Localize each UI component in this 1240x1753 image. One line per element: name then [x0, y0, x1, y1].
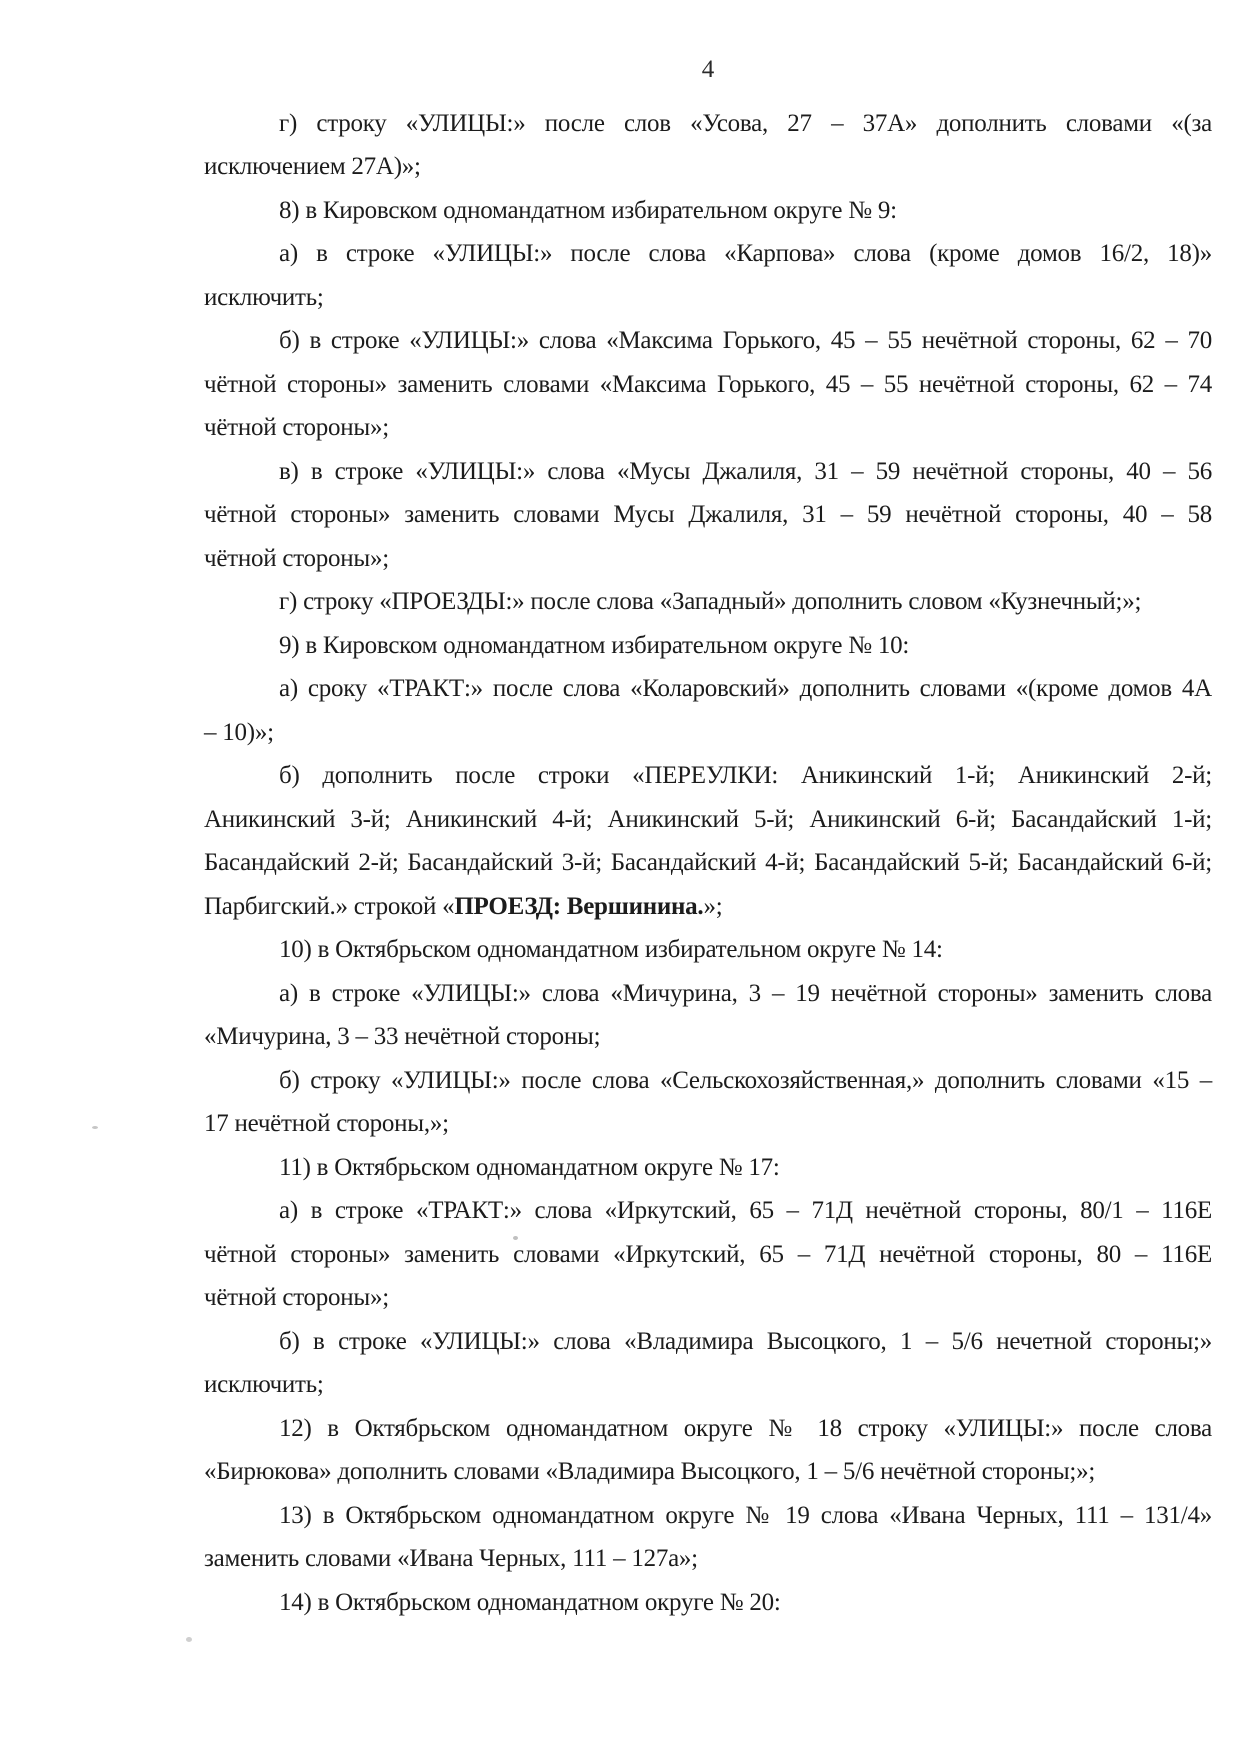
text-line — [204, 363, 1212, 407]
text-line — [204, 493, 1212, 537]
scan-speck — [513, 1236, 518, 1240]
text-segment: 14) в Октябрьском одномандатном округе № 20: — [279, 1588, 781, 1616]
text-line — [204, 1233, 1212, 1277]
text-line — [204, 189, 1212, 233]
text-line — [204, 1581, 1212, 1625]
text-line — [204, 624, 1212, 668]
bold-text-segment: ПРОЕЗД: Вершинина. — [454, 892, 704, 920]
text-line — [204, 145, 1212, 189]
text-segment: чётной стороны» заменить словами «Иркутский, 65 – 71Д нечётной стороны, 80 – 116Е — [204, 1240, 1212, 1268]
text-segment: в) в строке «УЛИЦЫ:» слова «Мусы Джалиля, 31 – 59 нечётной стороны, 40 – 56 — [279, 457, 1212, 485]
text-segment: Басандайский 2-й; Басандайский 3-й; Басандайский 4-й; Басандайский 5-й; Басандайский 6-й; — [204, 849, 1212, 876]
text-segment: 9) в Кировском одномандатном избирательном округе № 10: — [279, 631, 910, 659]
text-line — [204, 537, 1212, 581]
page-number: 4 — [701, 56, 715, 83]
text-segment: исключить; — [204, 1371, 324, 1398]
text-line — [204, 928, 1212, 972]
text-segment: 12) в Октябрьском одномандатном округе № 18 строку «УЛИЦЫ:» после слова — [279, 1414, 1212, 1442]
text-segment: 11) в Октябрьском одномандатном округе № 17: — [279, 1153, 780, 1181]
text-line — [204, 798, 1212, 842]
text-line — [204, 885, 1212, 929]
text-line — [204, 1320, 1212, 1364]
text-segment: чётной стороны»; — [204, 414, 389, 441]
text-segment: б) в строке «УЛИЦЫ:» слова «Владимира Высоцкого, 1 – 5/6 нечетной стороны;» — [279, 1327, 1212, 1355]
text-line — [204, 1494, 1212, 1538]
text-line — [204, 1059, 1212, 1103]
text-line — [204, 841, 1212, 885]
text-segment: г) строку «ПРОЕЗДЫ:» после слова «Западный» дополнить словом «Кузнечный;»; — [279, 588, 1142, 615]
text-line — [204, 319, 1212, 363]
text-line — [204, 1189, 1212, 1233]
text-segment: исключением 27А)»; — [204, 153, 421, 180]
text-line — [204, 1363, 1212, 1407]
text-segment: б) в строке «УЛИЦЫ:» слова «Максима Горького, 45 – 55 нечётной стороны, 62 – 70 — [279, 327, 1212, 354]
text-segment: 10) в Октябрьском одномандатном избирательном округе № 14: — [279, 936, 943, 963]
text-line — [204, 1146, 1212, 1190]
text-line — [204, 102, 1212, 146]
text-segment: а) сроку «ТРАКТ:» после слова «Коларовский» дополнить словами «(кроме домов 4А — [279, 675, 1212, 702]
document-body — [204, 102, 1212, 1625]
text-segment: чётной стороны» заменить словами Мусы Джалиля, 31 – 59 нечётной стороны, 40 – 58 — [204, 501, 1212, 528]
text-segment: Парбигский.» строкой « — [204, 892, 455, 920]
text-segment: чётной стороны»; — [204, 1284, 389, 1311]
text-segment: 13) в Октябрьском одномандатном округе № 19 слова «Ивана Черных, 111 – 131/4» — [279, 1501, 1212, 1529]
text-segment: б) строку «УЛИЦЫ:» после слова «Сельскохозяйственная,» дополнить словами «15 – — [279, 1066, 1212, 1094]
text-segment: чётной стороны»; — [204, 544, 389, 572]
text-line — [204, 580, 1212, 624]
text-line — [204, 1450, 1212, 1494]
text-line — [204, 711, 1212, 755]
text-line — [204, 450, 1212, 494]
text-line — [204, 1015, 1212, 1059]
text-segment: «Бирюкова» дополнить словами «Владимира Высоцкого, 1 – 5/6 нечётной стороны;»; — [204, 1458, 1096, 1485]
text-line — [204, 1537, 1212, 1581]
text-segment: исключить; — [204, 283, 324, 311]
text-line — [204, 1102, 1212, 1146]
text-segment: 17 нечётной стороны,»; — [204, 1110, 449, 1137]
text-segment: 8) в Кировском одномандатном избирательном округе № 9: — [279, 196, 897, 224]
text-line — [204, 232, 1212, 276]
text-line — [204, 1276, 1212, 1320]
text-segment: а) в строке «УЛИЦЫ:» после слова «Карпова» слова (кроме домов 16/2, 18)» — [279, 240, 1212, 267]
text-segment: чётной стороны» заменить словами «Максима Горького, 45 – 55 нечётной стороны, 62 – 74 — [204, 370, 1212, 398]
text-segment: б) дополнить после строки «ПЕРЕУЛКИ: Аникинский 1-й; Аникинский 2-й; — [279, 762, 1212, 789]
text-line — [204, 1407, 1212, 1451]
text-segment: а) в строке «ТРАКТ:» слова «Иркутский, 65 – 71Д нечётной стороны, 80/1 – 116Е — [279, 1197, 1212, 1224]
text-segment: г) строку «УЛИЦЫ:» после слов «Усова, 27 – 37А» дополнить словами «(за — [279, 109, 1212, 137]
text-line — [204, 972, 1212, 1016]
scan-speck — [92, 1126, 98, 1129]
scan-speck — [186, 1637, 192, 1642]
text-segment: – 10)»; — [204, 718, 274, 746]
text-segment: «Мичурина, 3 – 33 нечётной стороны; — [204, 1023, 601, 1050]
text-line — [204, 406, 1212, 450]
text-line — [204, 754, 1212, 798]
text-segment: »; — [703, 892, 723, 920]
text-segment: а) в строке «УЛИЦЫ:» слова «Мичурина, 3 – 19 нечётной стороны» заменить слова — [279, 979, 1212, 1007]
text-line — [204, 667, 1212, 711]
text-segment: заменить словами «Ивана Черных, 111 – 127а»; — [204, 1545, 698, 1572]
text-segment: Аникинский 3-й; Аникинский 4-й; Аникинский 5-й; Аникинский 6-й; Басандайский 1-й; — [204, 805, 1212, 833]
text-line — [204, 276, 1212, 320]
